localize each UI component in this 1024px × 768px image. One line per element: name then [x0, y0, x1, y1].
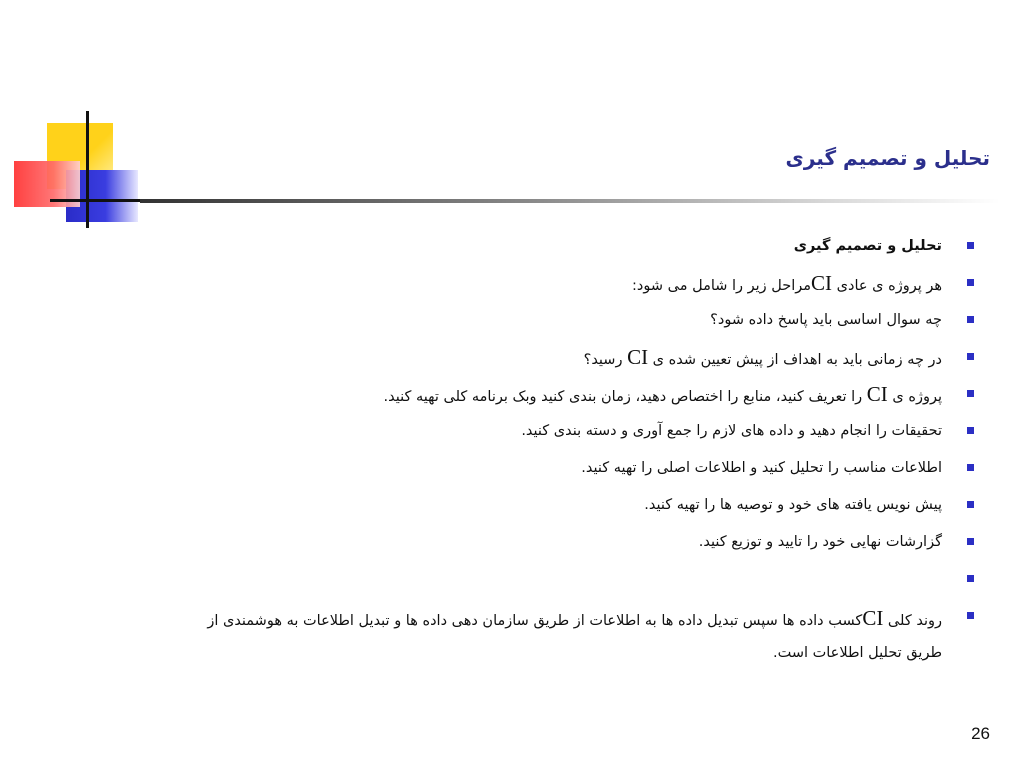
square-bullet-icon: [967, 242, 974, 249]
vertical-line-shape: [86, 111, 89, 228]
bullet-text-post: کسب داده ها سپس تبدیل داده ها به اطلاعات از طریق سازمان دهی داده ها و تبدیل اطلاعات به هوشمندی از طریق تحلیل اطلاعات است.: [207, 613, 942, 661]
bullet-item-empty: [174, 565, 974, 602]
bullet-text: تحلیل و تصمیم گیری: [793, 238, 942, 254]
square-bullet-icon: [967, 538, 974, 545]
bullet-text-pre: در چه زمانی باید به اهداف از پیش تعیین شده ی: [648, 352, 942, 368]
square-bullet-icon: [967, 316, 974, 323]
bullet-text: گزارشات نهایی خود را تایید و توزیع کنید.: [698, 534, 942, 550]
bullet-item: [174, 232, 974, 269]
square-bullet-icon: [967, 612, 974, 619]
bullet-text: تحقیقات را انجام دهید و داده های لازم را جمع آوری و دسته بندی کنید.: [521, 423, 942, 439]
bullet-item: [174, 269, 974, 306]
ci-term: CI: [862, 606, 884, 630]
ci-term: CI: [866, 382, 888, 406]
square-bullet-icon: [967, 427, 974, 434]
bullet-item: [174, 417, 974, 454]
bullet-text-pre: روند کلی: [883, 613, 942, 629]
bullet-text-pre: پروژه ی: [887, 389, 942, 405]
bullet-item: [174, 528, 974, 565]
square-bullet-icon: [967, 279, 974, 286]
ci-term: CI: [811, 271, 833, 295]
bullet-item: [174, 491, 974, 528]
ci-term: CI: [627, 345, 649, 369]
square-bullet-icon: [967, 353, 974, 360]
page-number: 26: [971, 724, 990, 743]
slide-title: تحلیل و تصمیم گیری: [785, 146, 990, 170]
square-bullet-icon: [967, 464, 974, 471]
bullet-text-post: را تعریف کنید، منابع را اختصاص دهید، زمان بندی کنید وبک برنامه کلی تهیه کنید.: [383, 389, 867, 405]
bullet-list: [174, 232, 974, 669]
square-bullet-icon: [967, 390, 974, 397]
bullet-item: [174, 306, 974, 343]
bullet-text-pre: هر پروژه ی عادی: [832, 278, 942, 294]
bullet-text: چه سوال اساسی باید پاسخ داده شود؟: [710, 312, 942, 328]
bullet-text: اطلاعات مناسب را تحلیل کنید و اطلاعات اصلی را تهیه کنید.: [581, 460, 942, 476]
square-bullet-icon: [967, 501, 974, 508]
square-bullet-icon: [967, 575, 974, 582]
bullet-text-post: رسید؟: [583, 352, 628, 368]
bullet-item: [174, 380, 974, 417]
bullet-item: [174, 454, 974, 491]
bullet-item: [174, 602, 974, 669]
title-divider: [140, 199, 1000, 203]
bullet-text: پیش نویس یافته های خود و توصیه ها را تهیه کنید.: [644, 497, 942, 513]
bullet-text-post: مراحل زیر را شامل می شود:: [632, 278, 812, 294]
corner-logo-decoration: [0, 0, 160, 240]
bullet-item: [174, 343, 974, 380]
